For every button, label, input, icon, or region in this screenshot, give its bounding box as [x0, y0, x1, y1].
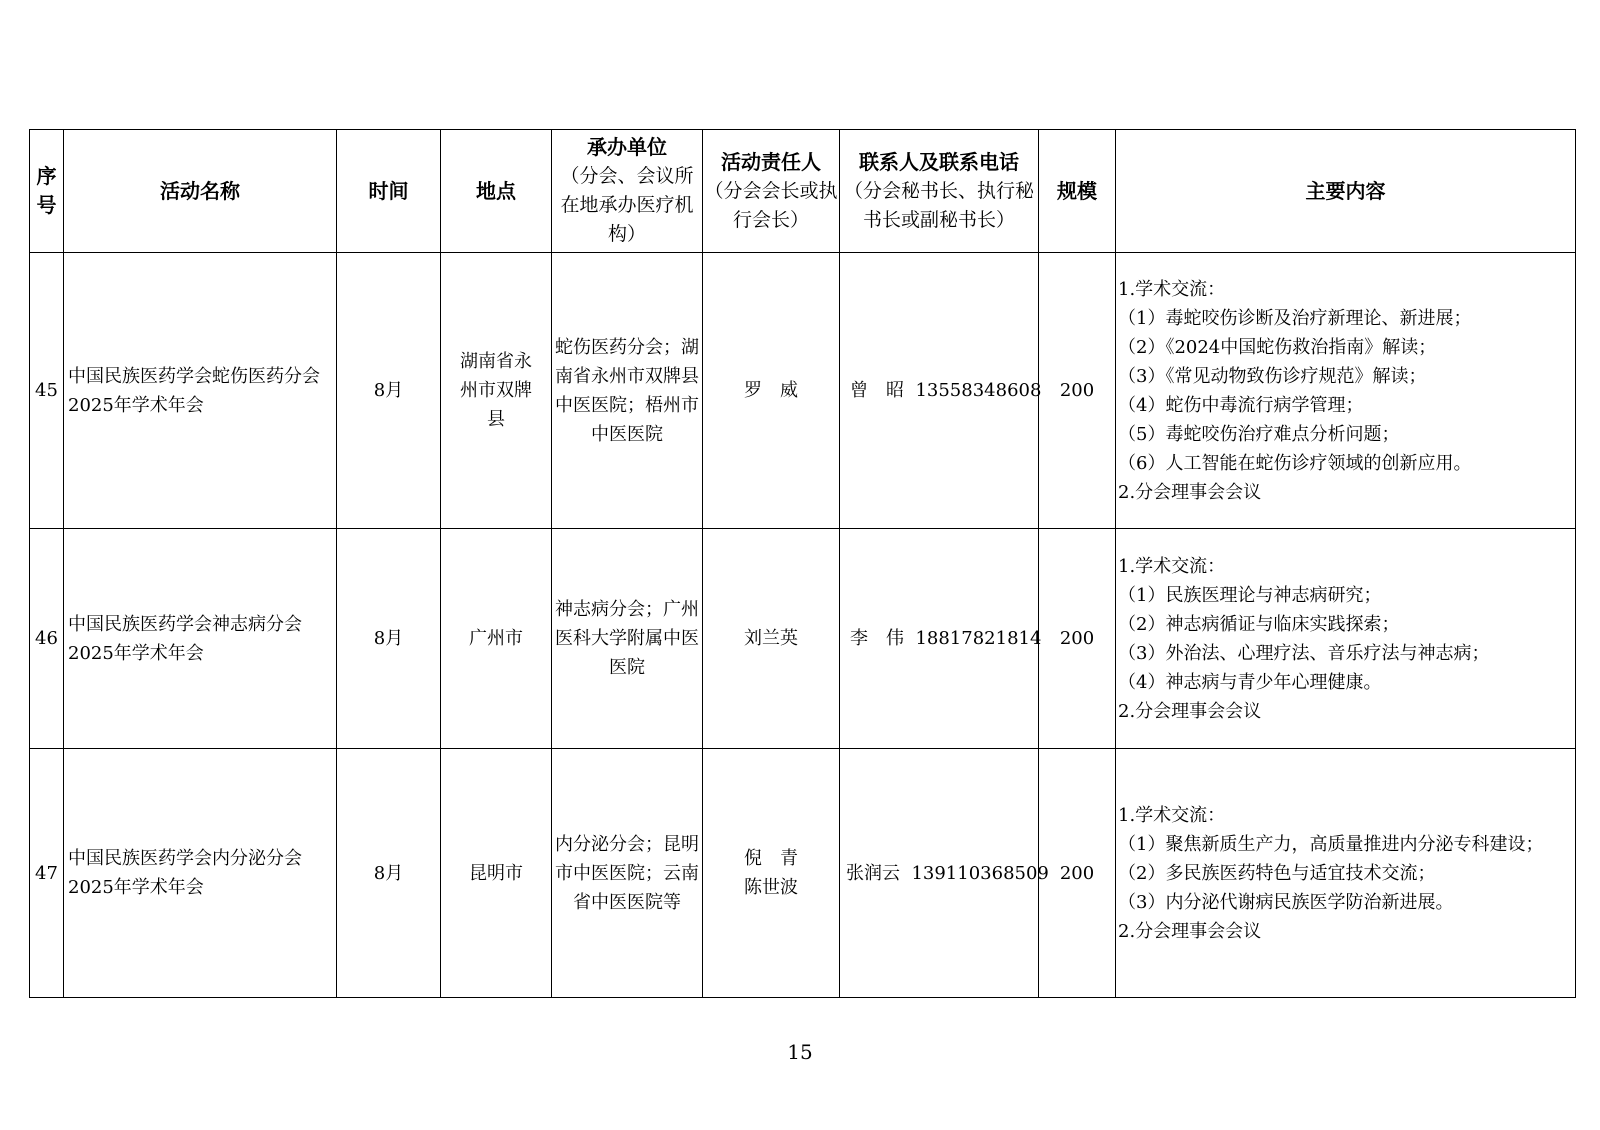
header-location: 地点	[441, 130, 552, 253]
header-name: 活动名称	[64, 130, 337, 253]
lead-secondary: 陈世波	[744, 877, 798, 898]
row-lead: 罗 威	[703, 253, 840, 529]
row-contact	[840, 749, 1049, 998]
header-seq: 序号	[30, 130, 64, 253]
header-host: 承办单位 （分会、会议所在地承办医疗机构）	[552, 130, 703, 253]
content-line: （3）内分泌代谢病民族医学防治新进展。	[1118, 891, 1454, 913]
content-line: （4）蛇伤中毒流行病学管理；	[1118, 394, 1364, 416]
content-line: （6）人工智能在蛇伤诊疗领域的创新应用。	[1118, 452, 1472, 474]
table-row	[30, 253, 1576, 529]
row-contact	[840, 253, 1042, 529]
header-scale: 规模	[1039, 130, 1116, 253]
header-lead: 活动责任人 （分会会长或执行会长）	[703, 130, 840, 253]
row-content	[1116, 749, 1576, 998]
content-line: （1）民族医理论与神志病研究；	[1118, 584, 1382, 606]
contact-phone: 139110368509	[911, 862, 1049, 884]
lead-primary: 倪 青	[744, 848, 798, 869]
activity-table	[29, 129, 1576, 998]
content-line: （2）神志病循证与临床实践探索；	[1118, 613, 1400, 635]
row-name: 中国民族医药学会内分泌分会2025年学术年会	[64, 749, 337, 998]
content-line: 2.分会理事会会议	[1118, 481, 1262, 503]
content-line: 1.学术交流：	[1118, 278, 1226, 300]
content-line: （1）聚焦新质生产力，高质量推进内分泌专科建设；	[1118, 833, 1544, 855]
row-scale: 200	[1039, 529, 1116, 749]
table-row	[30, 529, 1576, 749]
row-time: 8月	[337, 529, 441, 749]
row-location: 湖南省永州市双牌县	[441, 253, 552, 529]
row-scale: 200	[1039, 253, 1116, 529]
row-time: 8月	[337, 253, 441, 529]
content-line: （2）多民族医药特色与适宜技术交流；	[1118, 862, 1436, 884]
content-line: （3）《常见动物致伤诊疗规范》解读；	[1118, 365, 1427, 387]
row-contact	[840, 529, 1042, 749]
row-host: 内分泌分会；昆明市中医医院；云南省中医医院等	[552, 749, 703, 998]
contact-name: 李 伟	[850, 628, 904, 649]
content-line: 2.分会理事会会议	[1118, 920, 1262, 942]
row-seq: 46	[30, 529, 64, 749]
row-host: 神志病分会；广州医科大学附属中医医院	[552, 529, 703, 749]
content-line: （2）《2024中国蛇伤救治指南》解读；	[1118, 336, 1437, 358]
row-scale: 200	[1039, 749, 1116, 998]
page-number: 15	[787, 1040, 813, 1064]
content-line: 1.学术交流：	[1118, 804, 1226, 826]
row-host: 蛇伤医药分会；湖南省永州市双牌县中医医院；梧州市中医医院	[552, 253, 703, 529]
content-line: （1）毒蛇咬伤诊断及治疗新理论、新进展；	[1118, 307, 1472, 329]
content-line: （3）外治法、心理疗法、音乐疗法与神志病；	[1118, 642, 1490, 664]
content-line: （5）毒蛇咬伤治疗难点分析问题；	[1118, 423, 1400, 445]
header-row	[30, 130, 1576, 253]
row-seq: 47	[30, 749, 64, 998]
row-name: 中国民族医药学会蛇伤医药分会2025年学术年会	[64, 253, 337, 529]
content-line: （4）神志病与青少年心理健康。	[1118, 671, 1382, 693]
row-location: 昆明市	[441, 749, 552, 998]
header-content: 主要内容	[1116, 130, 1576, 253]
row-content	[1116, 529, 1576, 749]
row-lead: 刘兰英	[703, 529, 840, 749]
contact-name: 曾 昭	[850, 380, 904, 401]
content-line: 1.学术交流：	[1118, 555, 1226, 577]
contact-name: 张润云	[846, 862, 900, 884]
row-name: 中国民族医药学会神志病分会2025年学术年会	[64, 529, 337, 749]
row-time: 8月	[337, 749, 441, 998]
row-lead	[703, 749, 840, 998]
row-content	[1116, 253, 1576, 529]
contact-phone: 13558348608	[915, 380, 1042, 401]
header-contact: 联系人及联系电话 （分会秘书长、执行秘书长或副秘书长）	[840, 130, 1039, 253]
contact-phone: 18817821814	[915, 628, 1042, 649]
row-seq: 45	[30, 253, 64, 529]
row-location: 广州市	[441, 529, 552, 749]
content-line: 2.分会理事会会议	[1118, 700, 1262, 722]
header-time: 时间	[337, 130, 441, 253]
table-row	[30, 749, 1576, 998]
